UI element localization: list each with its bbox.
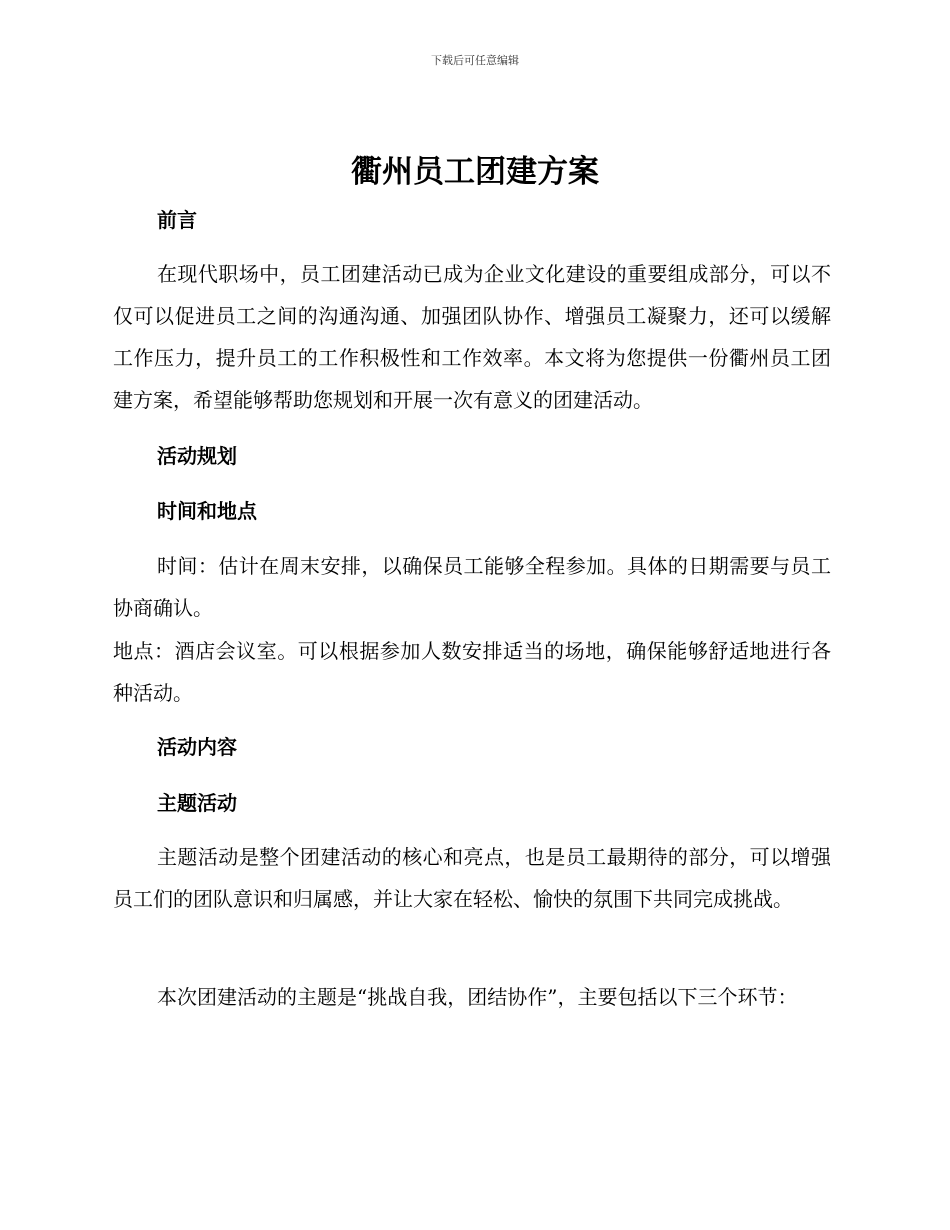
heading-theme: 主题活动 [157, 791, 237, 815]
heading-preface: 前言 [157, 208, 197, 232]
heading-planning: 活动规划 [157, 444, 237, 468]
paragraph-theme-intro: 本次团建活动的主题是“挑战自我，团结协作”，主要包括以下三个环节： [157, 985, 798, 1009]
paragraph-time: 时间：估计在周末安排，以确保员工能够全程参加。具体的日期需要与员工协商确认。 [113, 554, 831, 620]
paragraph-place: 地点：酒店会议室。可以根据参加人数安排适当的场地，确保能够舒适地进行各种活动。 [113, 639, 831, 705]
page-title: 衢州员工团建方案 [351, 154, 599, 190]
heading-time-place: 时间和地点 [157, 499, 257, 523]
paragraph-preface: 在现代职场中，员工团建活动已成为企业文化建设的重要组成部分，可以不仅可以促进员工之间的沟通沟通、加强团队协作、增强员工凝聚力，还可以缓解工作压力，提升员工的工作积极性和工作效率。本文将为您提供一份衢州员工团建方案，希望能够帮助您规划和开展一次有意义的团建活动。 [113, 262, 831, 412]
heading-content: 活动内容 [157, 735, 237, 759]
paragraph-theme: 主题活动是整个团建活动的核心和亮点，也是员工最期待的部分，可以增强员工们的团队意识和归属感，并让大家在轻松、愉快的氛围下共同完成挑战。 [113, 845, 831, 911]
header-note: 下载后可任意编辑 [431, 54, 519, 67]
